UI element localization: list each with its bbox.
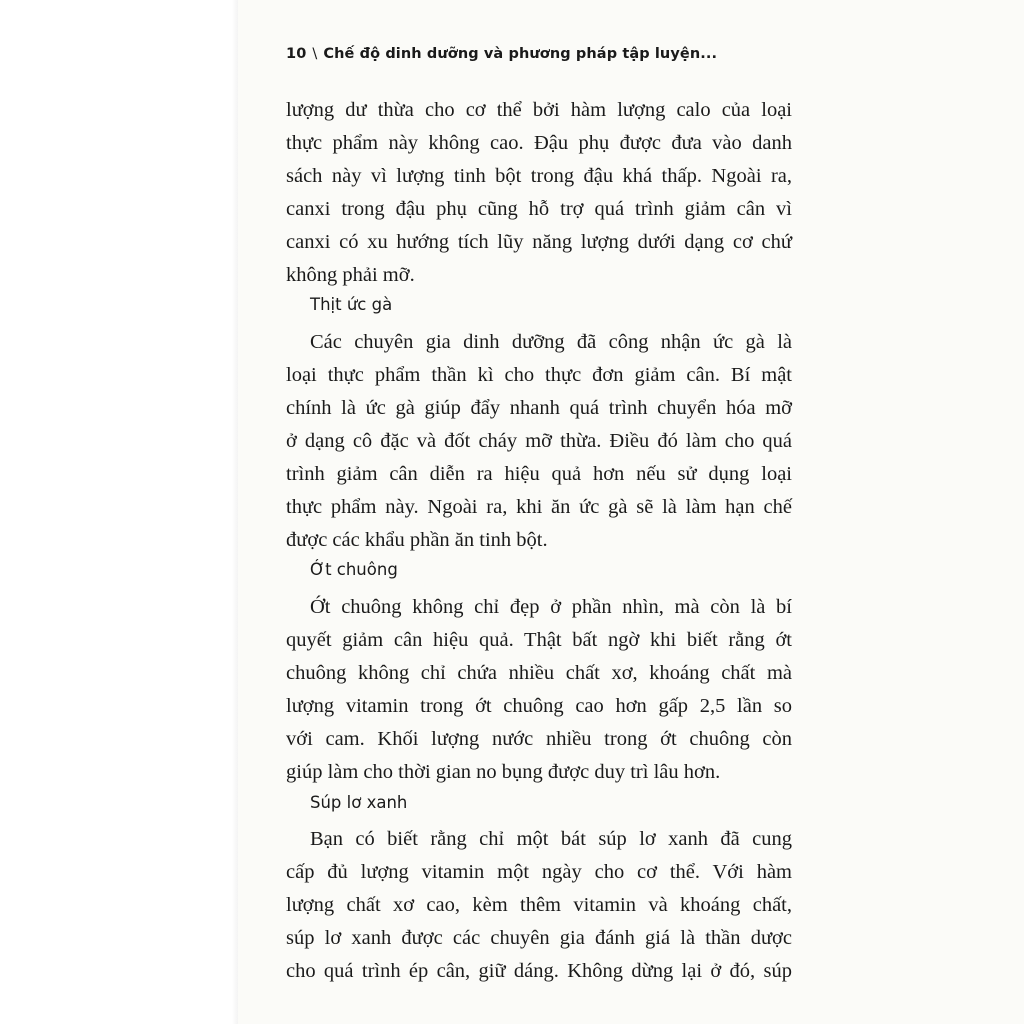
body-line: chính là ức gà giúp đẩy nhanh quá trình chuyển hóa mỡ xyxy=(286,397,792,419)
body-line: Ớt chuông không chỉ đẹp ở phần nhìn, mà còn là bí xyxy=(310,596,792,618)
body-line: với cam. Khối lượng nước nhiều trong ớt chuông còn xyxy=(286,728,792,750)
body-line: Các chuyên gia dinh dưỡng đã công nhận ức gà là xyxy=(310,331,792,353)
body-line: chuông không chỉ chứa nhiều chất xơ, khoáng chất mà xyxy=(286,662,792,684)
body-line-last: được các khẩu phần ăn tinh bột. xyxy=(286,529,548,551)
body-line: sách này vì lượng tinh bột trong đậu khá thấp. Ngoài ra, xyxy=(286,165,792,187)
body-line: canxi có xu hướng tích lũy năng lượng dưới dạng cơ chứ xyxy=(286,231,792,253)
body-line: quyết giảm cân hiệu quả. Thật bất ngờ khi biết rằng ớt xyxy=(286,629,792,651)
body-line-last: giúp làm cho thời gian no bụng được duy trì lâu hơn. xyxy=(286,761,721,783)
chapter-title: Chế độ dinh dưỡng và phương pháp tập luyện... xyxy=(323,46,718,62)
page-number: 10 xyxy=(286,46,307,62)
section-heading-broccoli: Súp lơ xanh xyxy=(310,793,408,812)
body-line: cho quá trình ép cân, giữ dáng. Không dừng lại ở đó, súp xyxy=(286,960,792,982)
body-line: lượng dư thừa cho cơ thể bởi hàm lượng calo của loại xyxy=(286,99,792,121)
body-line: canxi trong đậu phụ cũng hỗ trợ quá trình giảm cân vì xyxy=(286,198,792,220)
body-line: lượng chất xơ cao, kèm thêm vitamin và khoáng chất, xyxy=(286,894,792,916)
body-line: thực phẩm này. Ngoài ra, khi ăn ức gà sẽ là làm hạn chế xyxy=(286,496,792,518)
section-heading-bell-pepper: Ớt chuông xyxy=(310,560,398,579)
body-line: trình giảm cân diễn ra hiệu quả hơn nếu sử dụng loại xyxy=(286,463,792,485)
body-line: Bạn có biết rằng chỉ một bát súp lơ xanh đã cung xyxy=(310,828,792,850)
body-line-last: không phải mỡ. xyxy=(286,264,415,286)
body-line: cấp đủ lượng vitamin một ngày cho cơ thể. Với hàm xyxy=(286,861,792,883)
running-head-separator: \ xyxy=(312,46,318,62)
body-line: súp lơ xanh được các chuyên gia đánh giá là thần dược xyxy=(286,927,792,949)
body-line: ở dạng cô đặc và đốt cháy mỡ thừa. Điều đó làm cho quá xyxy=(286,430,792,452)
running-head xyxy=(286,46,717,62)
body-line: thực phẩm này không cao. Đậu phụ được đưa vào danh xyxy=(286,132,792,154)
body-line: loại thực phẩm thần kì cho thực đơn giảm cân. Bí mật xyxy=(286,364,792,386)
body-line: lượng vitamin trong ớt chuông cao hơn gấp 2,5 lần so xyxy=(286,695,792,717)
section-heading-chicken: Thịt ức gà xyxy=(310,295,393,314)
